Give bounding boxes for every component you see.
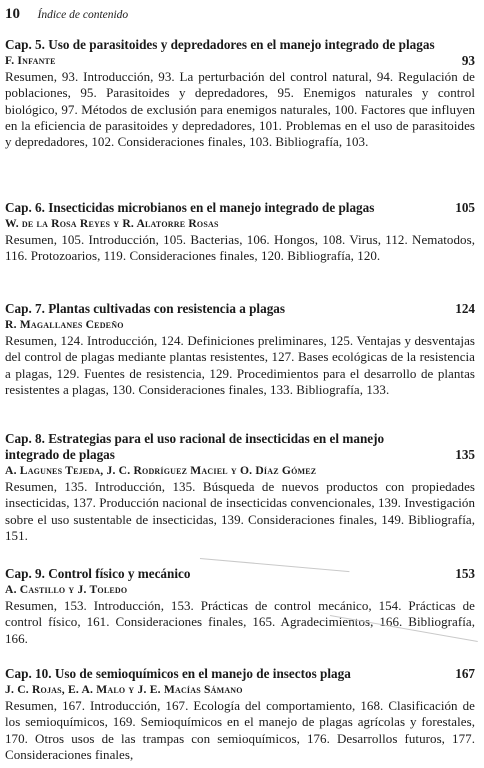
chapter-summary: Resumen, 93. Introducción, 93. La perturbación del control natural, 94. Regulación de poblaciones, 95. Parasitoides y depredadores, 95. Enemigos naturales y control biológico, 97. Métodos de exclusión para enemigos naturales, 100. Factores que influyen en la eficiencia de parasitoides y depredadores, 101. Problemas en el uso de parasitoides y depredadores, 102. Consideraciones finales, 103. Bibliografía, 103. bbox=[5, 69, 475, 150]
toc-entry-cap-6 bbox=[5, 200, 475, 265]
running-head bbox=[5, 6, 128, 23]
chapter-title: Cap. 8. Estrategias para el uso racional de insecticidas en el manejo integrado de plagas bbox=[5, 431, 385, 462]
running-head-title: Índice de contenido bbox=[37, 9, 129, 21]
chapter-page-number: 93 bbox=[461, 53, 475, 68]
chapter-summary: Resumen, 153. Introducción, 153. Prácticas de control mecánico, 154. Prácticas de control físico, 161. Consideraciones finales, 165. Agradecimientos, 166. Bibliografía, 166. bbox=[5, 598, 475, 646]
chapter-page-number: 153 bbox=[455, 566, 475, 581]
chapter-summary: Resumen, 135. Introducción, 135. Búsqueda de nuevos productos con propiedades insecticidas, 137. Producción nacional de insecticidas convencionales, 139. Investigación sobre el uso sustentable de insecticidas, 139. Consideraciones finales, 149. Bibliografía, 151. bbox=[5, 479, 475, 543]
chapter-title: Cap. 6. Insecticidas microbianos en el manejo integrado de plagas bbox=[5, 200, 375, 215]
toc-entry-cap-5 bbox=[5, 37, 475, 150]
page-number: 10 bbox=[5, 6, 20, 22]
toc-entry-cap-7 bbox=[5, 301, 475, 398]
chapter-title: Cap. 10. Uso de semioquímicos en el manejo de insectos plaga bbox=[5, 666, 351, 681]
chapter-authors: F. Infante bbox=[5, 54, 56, 67]
chapter-summary: Resumen, 124. Introducción, 124. Definiciones preliminares, 125. Ventajas y desventajas del control de plagas mediante plantas resistentes, 127. Bases ecológicas de la resistencia a plagas, 129. Fuentes de resistencia, 129. Procedimientos para el desarrollo de plantas resistentes a plagas, 130. Consideraciones finales, 133. Bibliografía, 133. bbox=[5, 333, 475, 397]
chapter-summary: Resumen, 105. Introducción, 105. Bacterias, 106. Hongos, 108. Virus, 112. Nematodos, 116. Protozoarios, 119. Consideraciones finales, 120. Bibliografía, 120. bbox=[5, 232, 475, 264]
chapter-summary: Resumen, 167. Introducción, 167. Ecología del comportamiento, 168. Clasificación de los semioquímicos, 169. Semioquímicos en el manejo de plagas agrícolas y forestales, 170. Otros usos de las trampas con semioquímicos, 176. Desarrollos futuros, 177. Consideraciones finales, bbox=[5, 698, 475, 762]
toc-entry-cap-9 bbox=[5, 566, 475, 647]
chapter-authors: A. Castillo y J. Toledo bbox=[5, 583, 128, 596]
chapter-authors: A. Lagunes Tejeda, J. C. Rodríguez Maciel y O. Díaz Gómez bbox=[5, 464, 317, 477]
chapter-authors: W. de la Rosa Reyes y R. Alatorre Rosas bbox=[5, 217, 219, 230]
chapter-page-number: 105 bbox=[455, 200, 475, 215]
chapter-title: Cap. 7. Plantas cultivadas con resistencia a plagas bbox=[5, 301, 286, 316]
chapter-title: Cap. 5. Uso de parasitoides y depredadores en el manejo integrado de plagas bbox=[5, 37, 435, 52]
chapter-title: Cap. 9. Control físico y mecánico bbox=[5, 566, 191, 581]
toc-entry-cap-8 bbox=[5, 431, 475, 544]
chapter-page-number: 135 bbox=[455, 447, 475, 462]
chapter-authors: R. Magallanes Cedeño bbox=[5, 318, 124, 331]
chapter-page-number: 124 bbox=[455, 301, 475, 316]
chapter-authors: J. C. Rojas, E. A. Malo y J. E. Macías Sámano bbox=[5, 683, 243, 696]
toc-entry-cap-10 bbox=[5, 666, 475, 763]
chapter-page-number: 167 bbox=[455, 666, 475, 681]
